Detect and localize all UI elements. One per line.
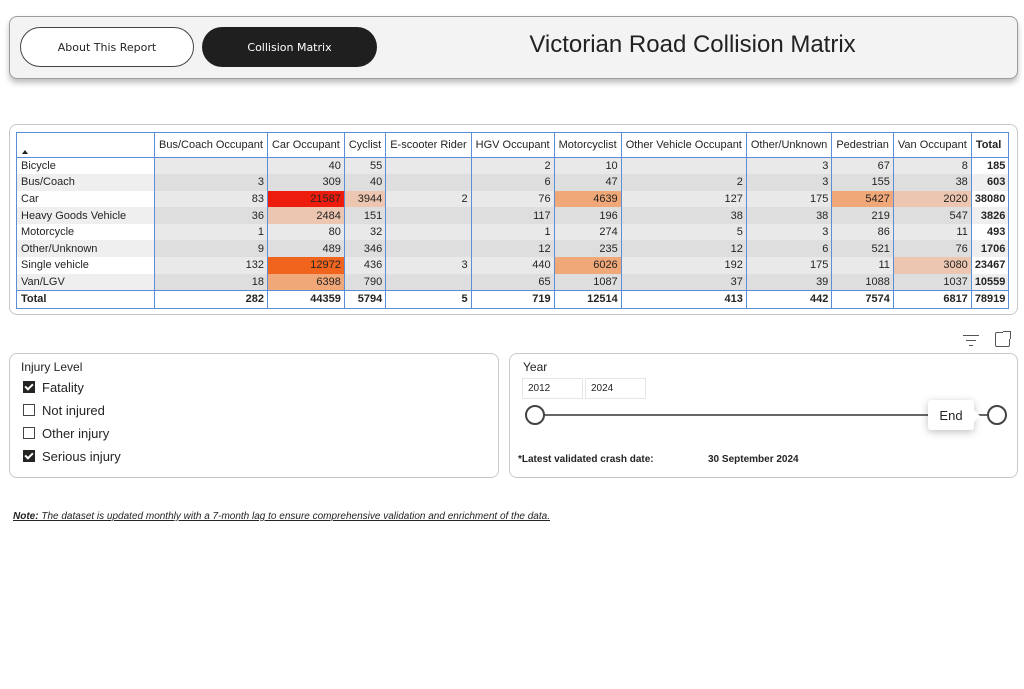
- matrix-cell: 274: [554, 224, 621, 241]
- matrix-cell: 6: [471, 174, 554, 191]
- matrix-cell: 6: [746, 240, 831, 257]
- matrix-cell: 790: [344, 274, 385, 291]
- matrix-cell: 309: [267, 174, 344, 191]
- matrix-cell: 3: [386, 257, 471, 274]
- column-total: 12514: [554, 290, 621, 308]
- totals-row: [17, 290, 1009, 308]
- matrix-cell: 175: [746, 257, 831, 274]
- row-label: Bus/Coach: [17, 174, 155, 191]
- matrix-cell: [386, 174, 471, 191]
- matrix-cell: 2: [471, 158, 554, 175]
- matrix-cell: 1: [471, 224, 554, 241]
- row-total: 603: [971, 174, 1009, 191]
- matrix-cell: 3080: [893, 257, 971, 274]
- matrix-cell: 1088: [832, 274, 894, 291]
- column-total: 5794: [344, 290, 385, 308]
- matrix-cell: 436: [344, 257, 385, 274]
- matrix-cell: 47: [554, 174, 621, 191]
- matrix-cell: 83: [155, 191, 268, 208]
- matrix-cell: 10: [554, 158, 621, 175]
- matrix-cell: 11: [893, 224, 971, 241]
- table-row: [17, 257, 1009, 274]
- page-title: Victorian Road Collision Matrix: [529, 31, 856, 58]
- matrix-cell: 5: [621, 224, 746, 241]
- matrix-cell: 6398: [267, 274, 344, 291]
- column-header[interactable]: Van Occupant: [893, 133, 971, 158]
- slider-tooltip: End: [928, 400, 974, 430]
- matrix-cell: [386, 224, 471, 241]
- matrix-cell: 196: [554, 207, 621, 224]
- matrix-cell: 9: [155, 240, 268, 257]
- year-slider-start-handle[interactable]: [525, 405, 545, 425]
- matrix-cell: 38: [746, 207, 831, 224]
- matrix-cell: 80: [267, 224, 344, 241]
- matrix-cell: 55: [344, 158, 385, 175]
- injury-option-label: Other injury: [42, 425, 110, 441]
- matrix-cell: 4639: [554, 191, 621, 208]
- matrix-cell: 3: [746, 158, 831, 175]
- matrix-cell: [386, 240, 471, 257]
- grand-total: 78919: [971, 290, 1009, 308]
- column-header[interactable]: Car Occupant: [267, 133, 344, 158]
- matrix-cell: 40: [344, 174, 385, 191]
- row-total: 23467: [971, 257, 1009, 274]
- row-label: Heavy Goods Vehicle: [17, 207, 155, 224]
- injury-level-title: Injury Level: [21, 360, 83, 374]
- table-row: [17, 224, 1009, 241]
- latest-crash-date: 30 September 2024: [708, 454, 799, 465]
- column-total: 7574: [832, 290, 894, 308]
- visual-toolbar: [960, 330, 1016, 350]
- matrix-cell: 86: [832, 224, 894, 241]
- column-header[interactable]: Bus/Coach Occupant: [155, 133, 268, 158]
- matrix-cell: 2: [621, 174, 746, 191]
- matrix-cell: 547: [893, 207, 971, 224]
- table-row: [17, 240, 1009, 257]
- matrix-cell: [621, 158, 746, 175]
- matrix-cell: 40: [267, 158, 344, 175]
- matrix-cell: 151: [344, 207, 385, 224]
- matrix-cell: 3: [746, 174, 831, 191]
- row-total: 493: [971, 224, 1009, 241]
- column-total: 6817: [893, 290, 971, 308]
- column-total: 442: [746, 290, 831, 308]
- matrix-cell: 3: [746, 224, 831, 241]
- matrix-cell: 21587: [267, 191, 344, 208]
- injury-option-label: Not injured: [42, 402, 105, 418]
- matrix-cell: 235: [554, 240, 621, 257]
- matrix-cell: 39: [746, 274, 831, 291]
- matrix-cell: 219: [832, 207, 894, 224]
- matrix-cell: 65: [471, 274, 554, 291]
- column-header[interactable]: Cyclist: [344, 133, 385, 158]
- column-header[interactable]: E-scooter Rider: [386, 133, 471, 158]
- row-total: 38080: [971, 191, 1009, 208]
- injury-option-label: Fatality: [42, 379, 84, 395]
- row-label: Motorcycle: [17, 224, 155, 241]
- collision-matrix-table: [16, 132, 1009, 309]
- matrix-cell: 2020: [893, 191, 971, 208]
- row-label: Single vehicle: [17, 257, 155, 274]
- row-total: 1706: [971, 240, 1009, 257]
- row-total: 185: [971, 158, 1009, 175]
- column-total: 413: [621, 290, 746, 308]
- header-bar: [9, 16, 1018, 79]
- column-total: 282: [155, 290, 268, 308]
- matrix-cell: [386, 158, 471, 175]
- matrix-cell: 37: [621, 274, 746, 291]
- matrix-cell: 11: [832, 257, 894, 274]
- matrix-cell: 18: [155, 274, 268, 291]
- matrix-cell: 127: [621, 191, 746, 208]
- note-prefix: Note:: [13, 511, 39, 522]
- matrix-cell: 5427: [832, 191, 894, 208]
- filter-icon[interactable]: [963, 333, 979, 347]
- sort-header[interactable]: [17, 133, 155, 158]
- matrix-cell: [386, 207, 471, 224]
- matrix-cell: 1087: [554, 274, 621, 291]
- row-total: 3826: [971, 207, 1009, 224]
- about-report-button[interactable]: About This Report: [20, 27, 194, 67]
- matrix-cell: 6026: [554, 257, 621, 274]
- year-end-input[interactable]: 2024: [585, 378, 646, 399]
- row-total: 10559: [971, 274, 1009, 291]
- column-total: 719: [471, 290, 554, 308]
- matrix-cell: 3944: [344, 191, 385, 208]
- matrix-cell: 76: [471, 191, 554, 208]
- collision-matrix-button[interactable]: Collision Matrix: [202, 27, 377, 67]
- injury-option[interactable]: [23, 425, 109, 441]
- column-header[interactable]: HGV Occupant: [471, 133, 554, 158]
- table-row: [17, 191, 1009, 208]
- injury-option[interactable]: [23, 402, 105, 418]
- column-header[interactable]: Other Vehicle Occupant: [621, 133, 746, 158]
- matrix-cell: 3: [155, 174, 268, 191]
- column-header[interactable]: Pedestrian: [832, 133, 894, 158]
- matrix-cell: 521: [832, 240, 894, 257]
- row-label: Car: [17, 191, 155, 208]
- sort-ascending-icon[interactable]: [22, 150, 28, 154]
- matrix-cell: 192: [621, 257, 746, 274]
- column-total: 5: [386, 290, 471, 308]
- column-total: 44359: [267, 290, 344, 308]
- latest-crash-label: *Latest validated crash date:: [518, 454, 654, 465]
- column-header[interactable]: Motorcyclist: [554, 133, 621, 158]
- matrix-cell: 175: [746, 191, 831, 208]
- matrix-cell: 132: [155, 257, 268, 274]
- matrix-cell: 489: [267, 240, 344, 257]
- injury-option[interactable]: [23, 379, 84, 395]
- matrix-cell: 67: [832, 158, 894, 175]
- row-label: Other/Unknown: [17, 240, 155, 257]
- matrix-cell: 38: [893, 174, 971, 191]
- matrix-cell: 117: [471, 207, 554, 224]
- matrix-cell: 12: [621, 240, 746, 257]
- year-start-input[interactable]: 2012: [522, 378, 583, 399]
- injury-option-label: Serious injury: [42, 448, 121, 464]
- note-text: The dataset is updated monthly with a 7-month lag to ensure comprehensive validation and enrichment of the data.: [38, 511, 550, 522]
- matrix-cell: 2: [386, 191, 471, 208]
- checked-checkbox-icon[interactable]: [23, 381, 35, 393]
- matrix-cell: [386, 274, 471, 291]
- matrix-cell: [155, 158, 268, 175]
- injury-option[interactable]: [23, 448, 121, 464]
- collision-matrix-card: [9, 124, 1018, 315]
- matrix-cell: 76: [893, 240, 971, 257]
- unchecked-checkbox-icon[interactable]: [23, 427, 35, 439]
- table-row: [17, 274, 1009, 291]
- matrix-cell: 12: [471, 240, 554, 257]
- injury-level-slicer: [9, 353, 499, 478]
- unchecked-checkbox-icon[interactable]: [23, 404, 35, 416]
- year-title: Year: [523, 360, 548, 374]
- table-row: [17, 174, 1009, 191]
- column-header[interactable]: Other/Unknown: [746, 133, 831, 158]
- totals-label: Total: [17, 290, 155, 308]
- matrix-cell: 440: [471, 257, 554, 274]
- year-slicer: [509, 353, 1018, 478]
- matrix-cell: 32: [344, 224, 385, 241]
- matrix-cell: 346: [344, 240, 385, 257]
- table-row: [17, 158, 1009, 175]
- dataset-note: [13, 511, 550, 522]
- matrix-cell: 1037: [893, 274, 971, 291]
- checked-checkbox-icon[interactable]: [23, 450, 35, 462]
- focus-mode-icon[interactable]: [995, 332, 1010, 347]
- matrix-cell: 12972: [267, 257, 344, 274]
- year-slider-end-handle[interactable]: [987, 405, 1007, 425]
- matrix-cell: 2484: [267, 207, 344, 224]
- matrix-cell: 155: [832, 174, 894, 191]
- row-label: Bicycle: [17, 158, 155, 175]
- matrix-cell: 8: [893, 158, 971, 175]
- column-header-total[interactable]: Total: [971, 133, 1009, 158]
- matrix-cell: 36: [155, 207, 268, 224]
- row-label: Van/LGV: [17, 274, 155, 291]
- matrix-cell: 1: [155, 224, 268, 241]
- table-row: [17, 207, 1009, 224]
- matrix-cell: 38: [621, 207, 746, 224]
